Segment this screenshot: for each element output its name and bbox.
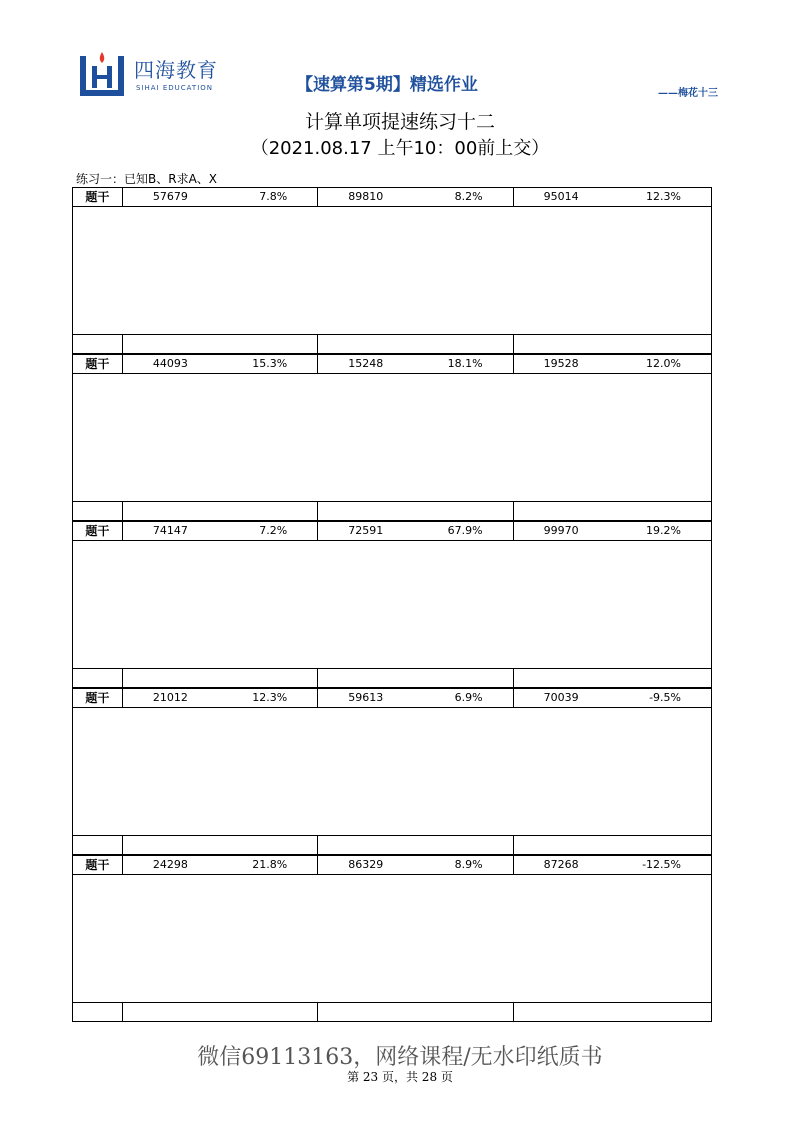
question-cell <box>123 188 318 206</box>
value-r: 12.3% <box>252 691 288 704</box>
answer-row <box>72 835 712 855</box>
question-cell <box>318 689 513 707</box>
question-cell <box>318 522 513 540</box>
page-number: 第 23 页，共 28 页 <box>347 1070 453 1084</box>
answer-cell[interactable] <box>514 669 711 687</box>
question-label: 题干 <box>73 689 123 707</box>
work-area[interactable] <box>72 374 712 501</box>
answer-cell[interactable] <box>123 669 318 687</box>
logo <box>78 50 218 100</box>
question-cell <box>318 856 513 874</box>
value-b: 99970 <box>543 524 579 537</box>
exercise-block <box>72 521 712 688</box>
value-b: 89810 <box>348 190 384 203</box>
answer-row <box>72 334 712 354</box>
watermark-text: 微信69113163，网络课程/无水印纸质书 <box>197 1045 603 1070</box>
work-area[interactable] <box>72 207 712 334</box>
question-label: 题干 <box>73 355 123 373</box>
answer-cell[interactable] <box>123 502 318 520</box>
answer-row <box>72 501 712 521</box>
value-b: 24298 <box>152 858 188 871</box>
value-r: 8.9% <box>454 858 483 871</box>
answer-label-cell <box>73 335 123 353</box>
value-r: -12.5% <box>642 858 681 871</box>
answer-cell[interactable] <box>514 335 711 353</box>
header-title: 【速算第5期】精选作业 <box>296 75 478 95</box>
value-b: 19528 <box>543 357 579 370</box>
value-r: 18.1% <box>447 357 483 370</box>
value-b: 15248 <box>348 357 384 370</box>
value-r: 19.2% <box>646 524 681 537</box>
question-row <box>72 521 712 541</box>
logo-text: 四海教育 <box>134 58 218 82</box>
question-row <box>72 354 712 374</box>
answer-label-cell <box>73 1003 123 1021</box>
answer-cell[interactable] <box>123 1003 318 1021</box>
exercise-label: 练习一：已知B、R求A、X <box>76 172 218 186</box>
answer-cell[interactable] <box>123 836 318 854</box>
value-r: 67.9% <box>447 524 483 537</box>
answer-cell[interactable] <box>123 335 318 353</box>
question-label: 题干 <box>73 522 123 540</box>
value-b: 74147 <box>152 524 188 537</box>
question-cell <box>318 188 513 206</box>
question-row <box>72 187 712 207</box>
exercise-block <box>72 354 712 521</box>
work-area[interactable] <box>72 541 712 668</box>
answer-cell[interactable] <box>318 669 513 687</box>
answer-label-cell <box>73 502 123 520</box>
answer-cell[interactable] <box>318 335 513 353</box>
question-cell <box>318 355 513 373</box>
answer-row <box>72 668 712 688</box>
question-cell <box>514 188 711 206</box>
work-area[interactable] <box>72 875 712 1002</box>
exercise-block <box>72 187 712 354</box>
question-cell <box>123 856 318 874</box>
answer-cell[interactable] <box>318 1003 513 1021</box>
answer-cell[interactable] <box>318 502 513 520</box>
answer-row <box>72 1002 712 1022</box>
header-tag: ——梅花十三 <box>658 88 718 99</box>
value-r: -9.5% <box>649 691 681 704</box>
value-b: 86329 <box>348 858 384 871</box>
value-b: 59613 <box>348 691 384 704</box>
answer-label-cell <box>73 836 123 854</box>
value-r: 8.2% <box>454 190 483 203</box>
question-cell <box>123 522 318 540</box>
value-r: 15.3% <box>252 357 288 370</box>
question-cell <box>514 355 711 373</box>
question-cell <box>123 689 318 707</box>
question-cell <box>514 856 711 874</box>
exercise-grid <box>72 187 712 1022</box>
value-b: 95014 <box>543 190 579 203</box>
value-r: 7.2% <box>259 524 288 537</box>
answer-cell[interactable] <box>514 836 711 854</box>
value-r: 12.3% <box>646 190 681 203</box>
answer-cell[interactable] <box>318 836 513 854</box>
answer-cell[interactable] <box>514 502 711 520</box>
question-cell <box>514 689 711 707</box>
value-b: 57679 <box>152 190 188 203</box>
value-b: 21012 <box>152 691 188 704</box>
sihai-logo-icon <box>78 50 126 98</box>
document-subtitle: （2021.08.17 上午10：00前上交） <box>250 138 550 159</box>
value-r: 6.9% <box>454 691 483 704</box>
value-b: 87268 <box>543 858 579 871</box>
question-row <box>72 855 712 875</box>
value-b: 44093 <box>152 357 188 370</box>
value-r: 21.8% <box>252 858 288 871</box>
answer-label-cell <box>73 669 123 687</box>
work-area[interactable] <box>72 708 712 835</box>
value-r: 7.8% <box>259 190 288 203</box>
question-cell <box>514 522 711 540</box>
question-cell <box>123 355 318 373</box>
value-r: 12.0% <box>646 357 681 370</box>
exercise-block <box>72 855 712 1022</box>
value-b: 70039 <box>543 691 579 704</box>
document-title: 计算单项提速练习十二 <box>304 111 495 133</box>
value-b: 72591 <box>348 524 384 537</box>
question-label: 题干 <box>73 856 123 874</box>
answer-cell[interactable] <box>514 1003 711 1021</box>
question-row <box>72 688 712 708</box>
exercise-block <box>72 688 712 855</box>
logo-subtext: SIHAI EDUCATION <box>136 84 214 92</box>
question-label: 题干 <box>73 188 123 206</box>
